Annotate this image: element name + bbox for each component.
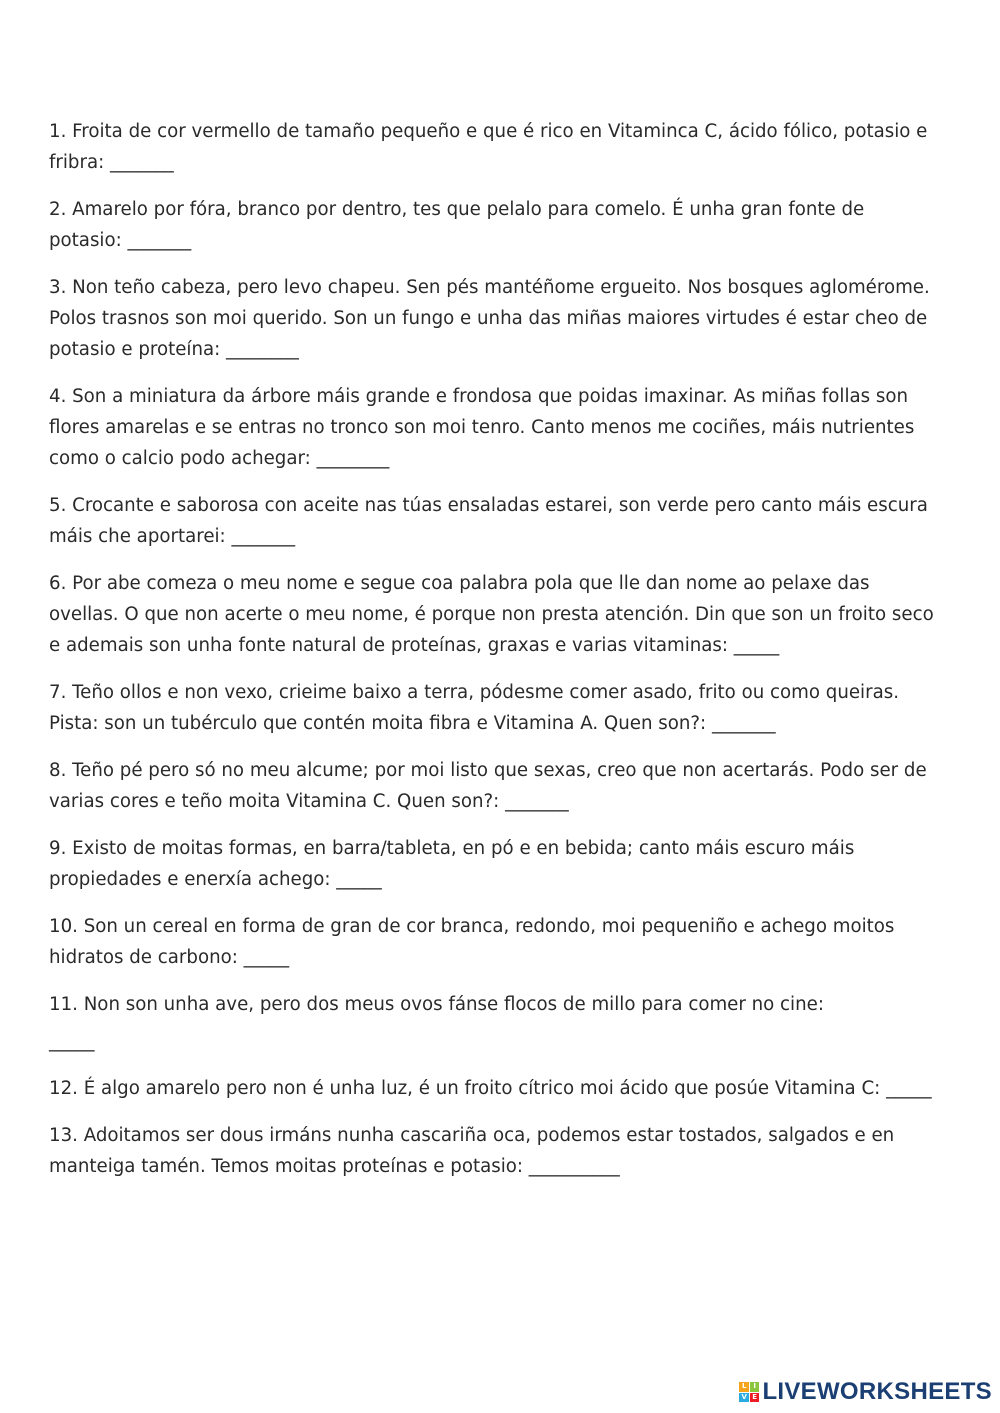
logo-mark-letter: L (739, 1382, 749, 1392)
question-8: 8. Teño pé pero só no meu alcume; por moi listo que sexas, creo que non acertarás. Podo ser de varias cores e teño moita Vitamina C. Quen son?: _______ (49, 760, 927, 812)
logo-mark-icon (739, 1382, 759, 1402)
question-2: 2. Amarelo por fóra, branco por dentro, tes que pelalo para comelo. É unha gran fonte de potasio: _______ (49, 199, 865, 251)
logo-text: LIVEWORKSHEETS (762, 1378, 992, 1405)
question-1: 1. Froita de cor vermello de tamaño pequeño e que é rico en Vitaminca C, ácido fólico, potasio e fribra: _______ (49, 121, 928, 173)
question-7: 7. Teño ollos e non vexo, crieime baixo a terra, pódesme comer asado, frito ou como queiras. Pista: son un tubérculo que contén moita fibra e Vitamina A. Quen son?: _______ (49, 682, 899, 734)
question-4: 4. Son a miniatura da árbore máis grande e frondosa que poidas imaxinar. As miñas follas son flores amarelas e se entras no tronco son moi tenro. Canto menos me cociñes, máis nutrientes como o calcio podo achegar: ________ (49, 386, 915, 469)
question-6: 6. Por abe comeza o meu nome e segue coa palabra pola que lle dan nome ao pelaxe das ovellas. O que non acerte o meu nome, é porque non presta atención. Din que son un froito seco e ademais son unha fonte natural de proteínas, graxas e varias vitaminas: _____ (49, 573, 934, 656)
question-13: 13. Adoitamos ser dous irmáns nunha cascariña oca, podemos estar tostados, salgados e en manteiga tamén. Temos moitas proteínas e potasio: __________ (49, 1125, 895, 1177)
logo-mark-letter: V (739, 1393, 749, 1403)
liveworksheets-logo (739, 1379, 992, 1405)
question-10: 10. Son un cereal en forma de gran de cor branca, redondo, moi pequeniño e achego moitos hidratos de carbono: _____ (49, 916, 895, 968)
question-11-answer-line: _____ (49, 1031, 95, 1052)
question-9: 9. Existo de moitas formas, en barra/tableta, en pó e en bebida; canto máis escuro máis propiedades e enerxía achego: _____ (49, 838, 855, 890)
logo-mark-letter: E (750, 1393, 760, 1403)
question-5: 5. Crocante e saborosa con aceite nas túas ensaladas estarei, son verde pero canto máis escura máis che aportarei: _______ (49, 495, 928, 547)
question-3: 3. Non teño cabeza, pero levo chapeu. Sen pés mantéñome ergueito. Nos bosques aglomérome. Polos trasnos son moi querido. Son un fungo e unha das miñas maiores virtudes é estar cheo de potasio e proteína: ________ (49, 277, 930, 360)
logo-mark-letter: I (750, 1382, 760, 1392)
worksheet (49, 116, 939, 1198)
question-12: 12. É algo amarelo pero non é unha luz, é un froito cítrico moi ácido que posúe Vitamina C: _____ (49, 1078, 932, 1099)
question-11: 11. Non son unha ave, pero dos meus ovos fánse flocos de millo para comer no cine: (49, 994, 824, 1015)
